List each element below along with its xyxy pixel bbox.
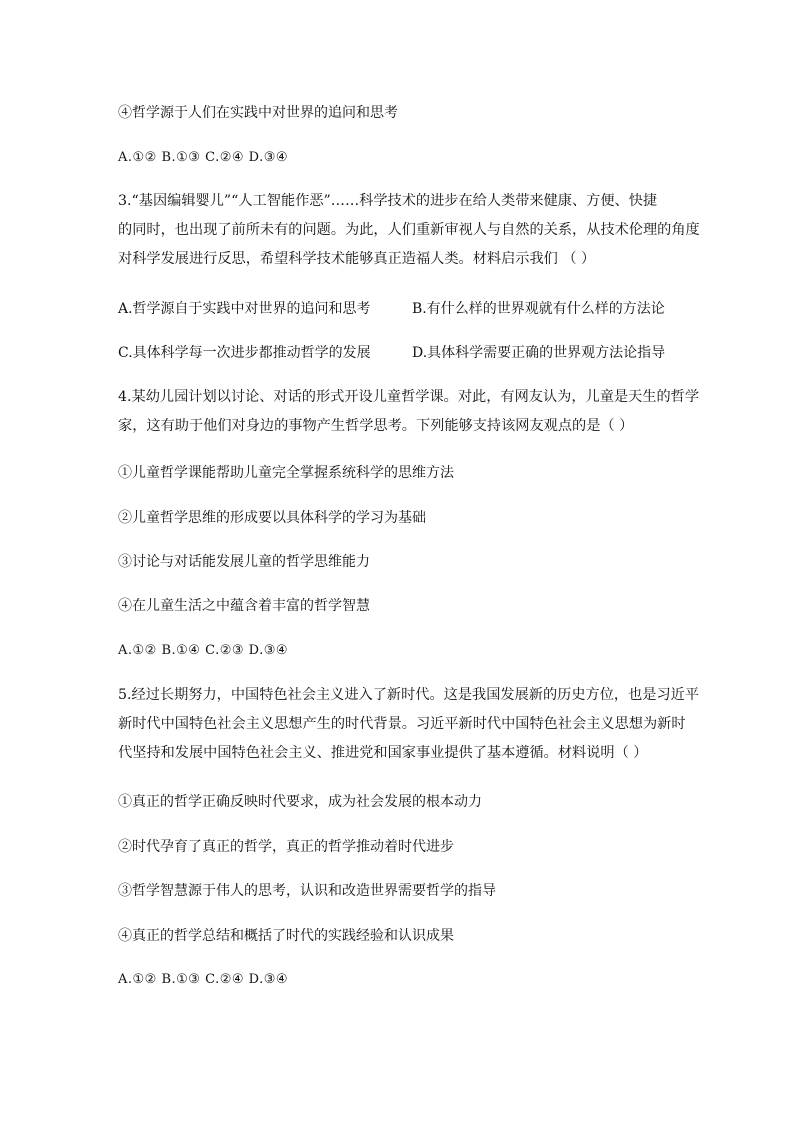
q3-options-row-2 (118, 343, 678, 363)
q4-item-2: ②儿童哲学思维的形成要以具体科学的学习为基础 (118, 510, 426, 526)
q3-stem-line-1: 3.“基因编辑婴儿”“人工智能作恶”……科学技术的进步在给人类带来健康、方便、快捷 (118, 193, 658, 209)
q4-stem-line-1: 4.某幼儿园计划以讨论、对话的形式开设儿童哲学课。对此，有网友认为，儿童是天生的哲学 (118, 389, 700, 405)
q4-stem (118, 383, 700, 441)
q5-answer-options: A.①② B.①③ C.②④ D.③④ (118, 972, 289, 987)
q4-item-4: ④在儿童生活之中蕴含着丰富的哲学智慧 (118, 598, 370, 614)
q5-item-1: ①真正的哲学正确反映时代要求，成为社会发展的根本动力 (118, 794, 482, 810)
q4-item-1: ①儿童哲学课能帮助儿童完全掌握系统科学的思维方法 (118, 465, 454, 481)
q3-stem (118, 187, 700, 274)
q4-item-3: ③讨论与对话能发展儿童的哲学思维能力 (118, 554, 370, 570)
q2-item-4: ④哲学源于人们在实践中对世界的追问和思考 (118, 105, 398, 121)
q5-stem-line-2: 新时代中国特色社会主义思想产生的时代背景。习近平新时代中国特色社会主义思想为新时 (118, 716, 686, 732)
q4-answer-options: A.①② B.①④ C.②③ D.③④ (118, 643, 289, 658)
q5-stem-line-3: 代坚持和发展中国特色社会主义、推进党和国家事业提供了基本遵循。材料说明（ ） (118, 745, 648, 761)
q4-stem-line-2: 家，这有助于他们对身边的事物产生哲学思考。下列能够支持该网友观点的是（ ） (118, 418, 634, 434)
q5-item-2: ②时代孕育了真正的哲学，真正的哲学推动着时代进步 (118, 839, 454, 855)
q3-option-c: C.具体科学每一次进步都推动哲学的发展 (118, 345, 371, 361)
q3-option-b: B.有什么样的世界观就有什么样的方法论 (412, 301, 665, 317)
q5-item-4: ④真正的哲学总结和概括了时代的实践经验和认识成果 (118, 928, 454, 944)
q5-item-3: ③哲学智慧源于伟人的思考，认识和改造世界需要哲学的指导 (118, 883, 496, 899)
q2-answer-options: A.①② B.①③ C.②④ D.③④ (118, 150, 289, 165)
q3-option-d: D.具体科学需要正确的世界观方法论指导 (412, 345, 666, 361)
q5-stem (118, 681, 700, 768)
q3-option-a: A.哲学源自于实践中对世界的追问和思考 (118, 301, 371, 317)
q3-options-row-1 (118, 299, 678, 319)
q5-stem-line-1: 5.经过长期努力，中国特色社会主义进入了新时代。这是我国发展新的历史方位，也是习近平 (118, 687, 700, 703)
q3-stem-line-3: 对科学发展进行反思，希望科学技术能够真正造福人类。材料启示我们 （ ） (118, 251, 596, 267)
q3-stem-line-2: 的同时，也出现了前所未有的问题。为此，人们重新审视人与自然的关系，从技术伦理的角度 (118, 222, 700, 238)
